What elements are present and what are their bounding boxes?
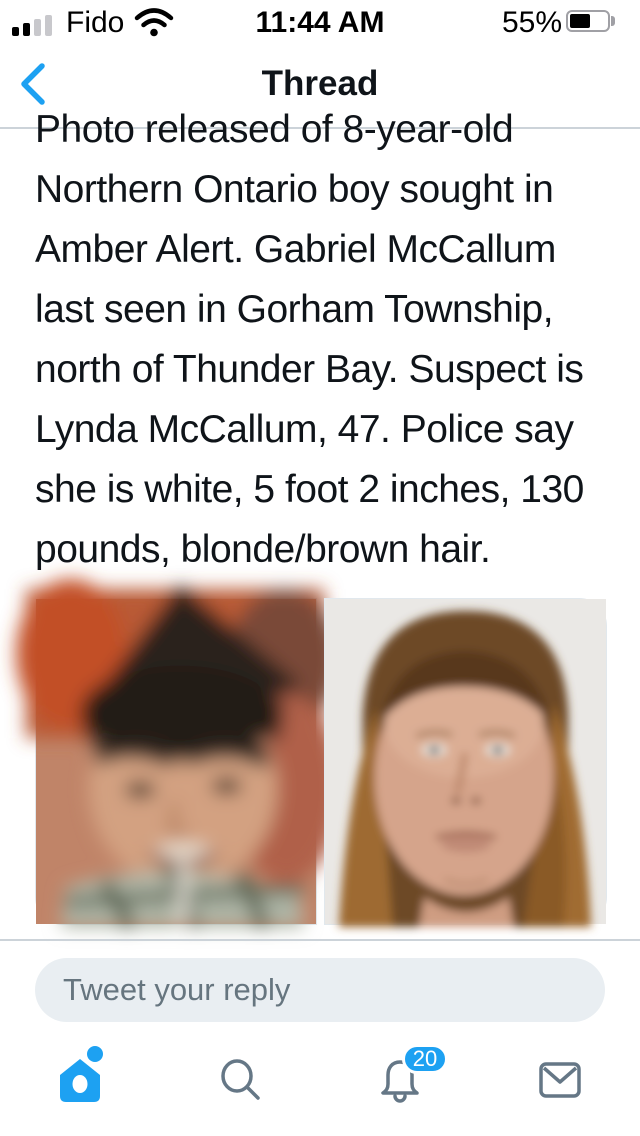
notification-badge: 20 <box>402 1044 448 1074</box>
battery-percent-label: 55% <box>501 6 562 39</box>
missing-boy-photo[interactable] <box>35 598 317 925</box>
reply-input[interactable] <box>35 958 605 1022</box>
clock: 11:44 AM <box>255 6 385 39</box>
page-title: Thread <box>261 64 379 103</box>
tweet-text-line: Amber Alert. Gabriel McCallum <box>35 228 556 271</box>
status-bar <box>0 0 640 44</box>
battery-fill <box>570 14 590 28</box>
tweet-text <box>35 100 605 580</box>
divider <box>0 939 640 941</box>
tab-bar <box>0 1040 640 1136</box>
search-icon <box>215 1054 265 1106</box>
carrier-label: Fido <box>66 6 125 39</box>
tab-search[interactable] <box>192 1054 288 1130</box>
thread-content[interactable] <box>0 108 640 939</box>
tweet-text-line: she is white, 5 foot 2 inches, 130 <box>35 468 584 511</box>
tweet-text-line: last seen in Gorham Township, <box>35 288 554 331</box>
battery-icon <box>566 10 610 32</box>
suspect-photo[interactable] <box>324 598 607 925</box>
tab-messages[interactable] <box>512 1054 608 1130</box>
battery-nub <box>611 16 615 26</box>
tweet-text-line: north of Thunder Bay. Suspect is <box>35 348 584 391</box>
tweet-text-line: Photo released of 8-year-old <box>35 108 514 151</box>
tweet-text-line: Northern Ontario boy sought in <box>35 168 554 211</box>
tweet-text-line: Lynda McCallum, 47. Police say <box>35 408 574 451</box>
tab-home[interactable] <box>32 1054 128 1130</box>
home-icon <box>55 1054 105 1106</box>
envelope-icon <box>535 1054 585 1106</box>
tweet-text-line: pounds, blonde/brown hair. <box>35 528 491 571</box>
tweet-photos <box>35 598 607 925</box>
tab-notifications[interactable] <box>352 1046 448 1130</box>
reply-pill[interactable] <box>35 958 605 1022</box>
new-posts-dot <box>87 1046 103 1062</box>
